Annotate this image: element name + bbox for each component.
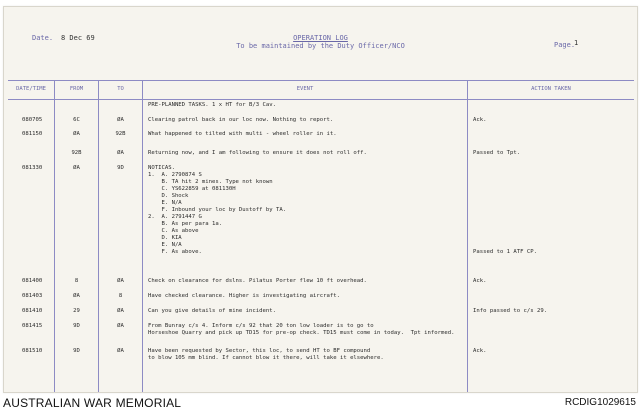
cell-from: ØA xyxy=(73,165,80,171)
cell-to: ØA xyxy=(117,348,124,354)
cell-event: Can you give details of mine incident. xyxy=(148,308,276,314)
cell-to: ØA xyxy=(117,150,124,156)
footer-source: AUSTRALIAN WAR MEMORIAL xyxy=(3,396,182,410)
log-title: OPERATION LOG xyxy=(293,34,348,42)
header-rule-bottom xyxy=(8,99,634,100)
column-divider xyxy=(142,80,143,392)
cell-to: ØA xyxy=(117,278,124,284)
cell-time: 081410 xyxy=(22,308,43,314)
cell-to: ØA xyxy=(117,308,124,314)
cell-event: PRE-PLANNED TASKS. 1 x HT for B/3 Cav. xyxy=(148,102,276,108)
footer-reference: RCDIG1029615 xyxy=(564,397,636,408)
column-divider xyxy=(54,80,55,392)
cell-event: What happened to tilted with multi - wheel roller in it. xyxy=(148,131,337,137)
cell-time: 081330 xyxy=(22,165,43,171)
cell-action: Ack. xyxy=(473,278,487,284)
cell-to: 92B xyxy=(115,131,126,137)
date-label: Date. xyxy=(32,34,54,42)
cell-action: Info passed to c/s 29. xyxy=(473,308,548,314)
column-header-from: FROM xyxy=(69,86,84,92)
cell-time: 080705 xyxy=(22,117,43,123)
cell-event: From Bunray c/s 4. Inform c/s 92 that 20 ton low loader is to go to Horseshoe Quarry and pick up TD15 for pre-op check. TD15 must come in today. Tpt informed. xyxy=(148,323,455,336)
page-label: Page. xyxy=(554,41,576,49)
cell-event: Returning now, and I am following to ensure it does not roll off. xyxy=(148,150,367,156)
column-divider xyxy=(98,80,99,392)
cell-event: Check on clearance for dslns. Pilatus Porter flew 10 ft overhead. xyxy=(148,278,367,284)
cell-from: 9D xyxy=(73,348,80,354)
cell-event: NOTICAS. 1. A. 2790874 S B. TA hit 2 mines. Type not known C. YS622859 at 081130H D. Shock E. N/A F. Inbound your loc by Dustoff by TA. 2. A. 2791447 G B. As per para 1a. C. As above D. KIA E. N/A F. As above. xyxy=(148,165,287,255)
cell-from: ØA xyxy=(73,293,80,299)
cell-event: Clearing patrol back in our loc now. Nothing to report. xyxy=(148,117,334,123)
column-header-event: EVENT xyxy=(296,86,314,92)
cell-event: Have been requested by Sector, this loc, to send HT to BF compound to blow 105 mm blind. If cannot blow it there, will take it elsewhere. xyxy=(148,348,384,361)
cell-event: Have checked clearance. Higher is investigating aircraft. xyxy=(148,293,340,299)
cell-time: 081400 xyxy=(22,278,43,284)
date-value: 8 Dec 69 xyxy=(61,34,95,42)
log-subtitle: To be maintained by the Duty Officer/NCO xyxy=(236,42,405,50)
cell-from: ØA xyxy=(73,131,80,137)
cell-to: ØA xyxy=(117,117,124,123)
cell-from: 6C xyxy=(73,117,80,123)
cell-time: 081150 xyxy=(22,131,43,137)
cell-to: ØA xyxy=(117,323,124,329)
cell-from: 92B xyxy=(71,150,82,156)
column-divider xyxy=(467,80,468,392)
header-rule-top xyxy=(8,80,634,81)
cell-action: Ack. xyxy=(473,348,487,354)
cell-time: 081415 xyxy=(22,323,43,329)
cell-from: 29 xyxy=(73,308,80,314)
cell-to: 9D xyxy=(117,165,124,171)
column-header-to: TO xyxy=(117,86,124,92)
column-header-action: ACTION TAKEN xyxy=(531,86,571,92)
cell-action: Passed to Tpt. xyxy=(473,150,521,156)
cell-action: Ack. xyxy=(473,117,487,123)
cell-from: 8 xyxy=(74,278,79,284)
cell-time: 081403 xyxy=(22,293,43,299)
cell-time: 081510 xyxy=(22,348,43,354)
cell-action: Passed to 1 ATF CP. xyxy=(473,249,537,255)
log-sheet xyxy=(3,6,638,393)
cell-to: 8 xyxy=(118,293,123,299)
cell-from: 9D xyxy=(73,323,80,329)
column-header-datetime: DATE/TIME xyxy=(16,86,46,92)
page-number: 1 xyxy=(574,39,579,47)
